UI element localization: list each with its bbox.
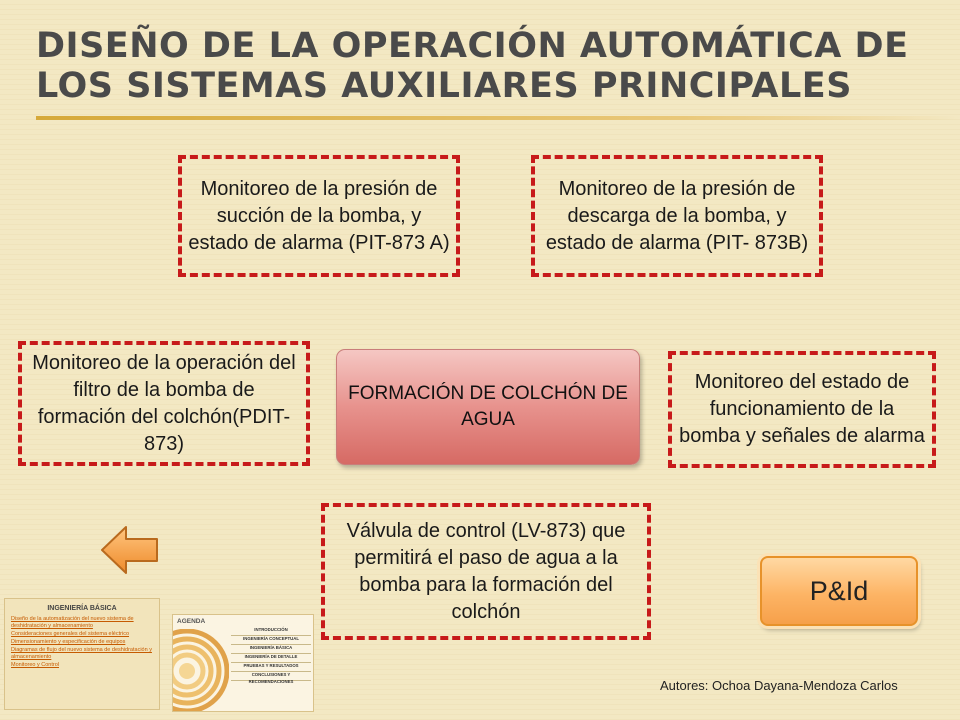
box-control-valve xyxy=(321,503,651,640)
list-item: INTRODUCCIÓN xyxy=(231,627,311,636)
center-node xyxy=(336,349,640,465)
box-control-valve-text: Válvula de control (LV-873) que permitirá el paso de agua a la bomba para la formación del colchón xyxy=(346,519,626,623)
box-discharge-pressure xyxy=(531,155,823,277)
box-discharge-pressure-text: Monitoreo de la presión de descarga de la bomba, y estado de alarma (PIT- 873B) xyxy=(545,177,809,254)
list-item: Consideraciones generales del sistema eléctrico xyxy=(11,631,130,637)
box-filter-operation xyxy=(18,341,310,466)
box-pump-status-text: Monitoreo del estado de funcionamiento de la bomba y señales de alarma xyxy=(679,371,925,447)
list-item: INGENIERÍA BÁSICA xyxy=(231,645,311,654)
list-item: INGENIERÍA DE DETALLE xyxy=(231,654,311,663)
concentric-circles-icon xyxy=(172,629,229,712)
thumbnail-ingenieria-title: INGENIERÍA BÁSICA xyxy=(47,605,117,612)
box-suction-pressure-text: Monitoreo de la presión de succión de la bomba, y estado de alarma (PIT-873 A) xyxy=(188,177,450,254)
title-divider xyxy=(36,116,960,120)
authors-credit: Autores: Ochoa Dayana-Mendoza Carlos xyxy=(660,678,898,693)
agenda-list xyxy=(231,627,311,684)
thumbnail-ingenieria-list xyxy=(5,616,159,669)
slide-title: DISEÑO DE LA OPERACIÓN AUTOMÁTICA DE LOS SISTEMAS AUXILIARES PRINCIPALES xyxy=(36,26,909,106)
list-item: CONCLUSIONES Y RECOMENDACIONES xyxy=(231,672,311,681)
box-filter-operation-text: Monitoreo de la operación del filtro de la bomba de formación del colchón(PDIT-873) xyxy=(32,351,296,455)
list-item: Diseño de la automatización del nuevo sistema de deshidratación y almacenamiento xyxy=(11,616,134,629)
thumbnail-ingenieria-basica[interactable] xyxy=(4,598,160,710)
pid-button[interactable] xyxy=(760,556,918,626)
list-item: PRUEBAS Y RESULTADOS xyxy=(231,663,311,672)
thumbnail-agenda[interactable] xyxy=(172,614,314,712)
list-item: Monitoreo y Control xyxy=(11,662,59,668)
list-item: Dimensionamiento y especificación de equipos xyxy=(11,639,126,645)
pid-button-label: P&Id xyxy=(809,575,869,606)
left-arrow-icon[interactable] xyxy=(100,524,160,576)
box-suction-pressure xyxy=(178,155,460,277)
thumbnail-agenda-title: AGENDA xyxy=(177,618,206,625)
list-item: Diagramas de flujo del nuevo sistema de deshidratación y almacenamiento xyxy=(11,647,152,660)
box-pump-status xyxy=(668,351,936,468)
list-item: INGENIERÍA CONCEPTUAL xyxy=(231,636,311,645)
center-node-label: FORMACIÓN DE COLCHÓN DE AGUA xyxy=(348,383,628,430)
